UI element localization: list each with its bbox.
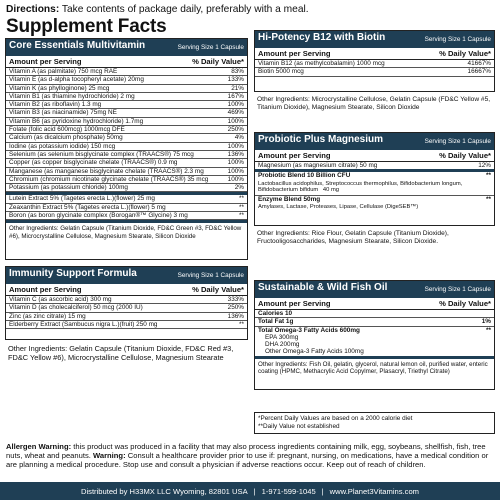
b12-amount-row: [255, 45, 494, 60]
nutrient-row: [6, 118, 247, 126]
b12-panel: [254, 30, 495, 92]
nutrient-name: Vitamin B6 (as pyridoxine hydrochloride) 1.7mg: [9, 117, 144, 125]
dv-header: % Daily Value*: [439, 49, 491, 58]
directions-text: Take contents of package daily, preferably with a meal.: [61, 4, 309, 15]
footer-website: www.Planet3Vitamins.com: [329, 486, 419, 496]
nutrient-dv: 100%: [227, 159, 244, 167]
nutrient-row: [6, 76, 247, 84]
nutrient-name: Lutein Extract 5% (Tagetes erecta L.)(flower) 25 mg: [9, 195, 155, 203]
nutrient-name: Folate (folic acid 600mcg) 1000mcg DFE: [9, 126, 125, 134]
enzyme-blend-dv: **: [486, 196, 491, 204]
nutrient-dv: 83%: [231, 68, 244, 75]
footer-distributor: Distributed by H33MX LLC Wyoming, 82801 USA: [80, 486, 248, 496]
nutrient-row: [6, 168, 247, 176]
b12-serving: Serving Size 1 Capsule: [424, 36, 491, 43]
nutrient-dv: **: [486, 326, 491, 334]
fishoil-serving: Serving Size 1 Capsule: [424, 286, 491, 293]
dv-note: *Percent Daily Values are based on a 2000 calorie diet: [258, 415, 413, 422]
fishoil-title: Sustainable & Wild Fish Oil: [258, 282, 388, 293]
fishoil-amount-row: [255, 295, 494, 310]
amount-header: Amount per Serving: [258, 299, 331, 308]
nutrient-row: [6, 176, 247, 184]
probiotic-header: [255, 133, 494, 147]
dv-note-2: **Daily Value not established: [258, 423, 340, 430]
magnesium-row: [255, 162, 494, 172]
warning-text: Consult a healthcare provider prior to use if: pregnant, nursing, on medications, have a medical condition or are planning a medical procedure. Stop use and consult a physician if adverse reactions occur. Keep out of reach of children.: [6, 451, 489, 470]
immunity-title: Immunity Support Formula: [9, 268, 137, 279]
nutrient-row: [6, 85, 247, 93]
nutrient-row: [6, 126, 247, 134]
probiotic-blend-amount: 40 mg: [322, 187, 340, 194]
page-title: Supplement Facts: [6, 16, 167, 37]
nutrient-name: Biotin 5000 mcg: [258, 68, 304, 76]
nutrient-name: Vitamin B3 (as niacinamide) 75mg NE: [9, 109, 117, 117]
dv-header: % Daily Value*: [192, 57, 244, 66]
immunity-header: [6, 267, 247, 281]
nutrient-dv: **: [239, 203, 244, 211]
allergen-text: this product was produced in a facility that may also process ingredients containing milk, egg, soybeans, shellfish, fish, tree nuts, wheat and peanuts.: [6, 442, 486, 461]
nutrient-row: [6, 304, 247, 312]
nutrient-name: Vitamin B2 (as riboflavin) 1.3 mg: [9, 101, 102, 109]
fishoil-panel: [254, 280, 495, 390]
nutrient-name: Total Fat 1g: [258, 318, 294, 326]
nutrient-dv: 100%: [227, 142, 244, 150]
nutrient-name: Potassium (as potassium chloride) 100mg: [9, 184, 128, 192]
probiotic-blend-row: [255, 172, 494, 179]
probiotic-serving: Serving Size 1 Capsule: [424, 138, 491, 145]
nutrient-dv: 136%: [227, 312, 244, 320]
enzyme-blend-row: [255, 195, 494, 203]
nutrient-dv: 21%: [231, 84, 244, 92]
nutrient-dv: **: [239, 212, 244, 220]
footer-separator: |: [253, 486, 256, 496]
enzyme-blend-name: Enzyme Blend 50mg: [258, 196, 321, 204]
amount-header: Amount per Serving: [258, 49, 331, 58]
nutrient-name: Boron (as boron glycinate complex (Borogan®™ Glycine) 3 mg: [9, 212, 188, 220]
nutrient-row: [6, 93, 247, 101]
multivitamin-amount-row: [6, 53, 247, 68]
dv-header: % Daily Value*: [439, 299, 491, 308]
nutrient-name: Total Omega-3 Fatty Acids 600mg: [258, 326, 360, 334]
nutrient-dv: 2%: [234, 184, 244, 192]
directions-label: Directions:: [6, 4, 60, 15]
dv-footnotes: [254, 412, 495, 434]
nutrient-dv: **: [239, 320, 244, 328]
probiotic-amount-row: [255, 147, 494, 162]
nutrient-name: Copper (as copper bisglycinate chelate (TRAACS®) 0.9 mg: [9, 159, 178, 167]
nutrient-dv: 12%: [478, 162, 491, 169]
nutrient-name: Calcium (as dicalcium phosphate) 50mg: [9, 134, 123, 142]
nutrient-name: Zeaxanthin Extract 5% (Tagetes erecta L.)(flower) 5 mg: [9, 203, 166, 211]
nutrient-dv: 167%: [227, 92, 244, 100]
total-fat-row: [255, 318, 494, 326]
nutrient-row: [6, 159, 247, 167]
nutrient-name: Vitamin D (as cholecalciferol) 50 mcg (2000 IU): [9, 304, 143, 312]
nutrient-name: Zinc (as zinc citrate) 15 mg: [9, 312, 86, 320]
nutrient-dv: 250%: [227, 126, 244, 134]
nutrient-dv: **: [239, 195, 244, 203]
nutrient-name: Magnesium (as magnesium citrate) 50 mg: [258, 162, 378, 169]
nutrient-row: [6, 195, 247, 203]
warning-label: Warning:: [92, 451, 126, 461]
nutrient-row: [6, 204, 247, 212]
nutrient-dv: 100%: [227, 101, 244, 109]
nutrient-row: [6, 109, 247, 117]
allergen-label: Allergen Warning:: [6, 442, 72, 451]
nutrient-dv: 1%: [481, 318, 491, 326]
nutrient-row: [6, 321, 247, 329]
nutrient-name: Vitamin K (as phylloginone) 25 mcg: [9, 84, 110, 92]
nutrient-name: Vitamin E (as d-alpha tocopheryl acetate) 20mg: [9, 76, 144, 84]
nutrient-name: Vitamin B12 (as methylcobalamin) 1000 mcg: [258, 60, 385, 67]
nutrient-row: [6, 212, 247, 220]
nutrient-row: [6, 151, 247, 159]
nutrient-dv: 250%: [227, 304, 244, 312]
omega3-sub-row: [255, 341, 494, 348]
multivitamin-other-ingredients: Other Ingredients: Gelatin Capsule (Titanium Dioxide, FD&C Green #3, FD&C Yellow #6), Microcrystalline Cellulose, Magnesium Stearate, Silicon Dioxide: [6, 220, 247, 242]
probiotic-blend-dv: **: [486, 172, 491, 180]
amount-header: Amount per Serving: [258, 151, 331, 160]
multivitamin-rows: [6, 68, 247, 192]
nutrient-name: Manganese (as manganese bisglycinate chelate (TRAACS®) 2.3 mg: [9, 167, 204, 175]
omega3-sub-item: Other Omega-3 Fatty Acids 100mg: [265, 348, 364, 356]
nutrient-row: [6, 143, 247, 151]
omega3-sub-item: DHA 200mg: [265, 341, 300, 349]
probiotic-panel: [254, 132, 495, 226]
amount-header: Amount per Serving: [9, 57, 82, 66]
omega3-sub-item: EPA 300mg: [265, 333, 299, 341]
nutrient-dv: 136%: [227, 150, 244, 158]
immunity-other-ingredients: Other Ingredients: Gelatin Capsule (Titanium Dioxide, FD&C Red #3, FD&C Yellow #6), Microcrystalline Cellulose, Magnesium Stearate: [8, 344, 234, 362]
immunity-serving: Serving Size 1 Capsule: [177, 272, 244, 279]
nutrient-name: Iodine (as potassium iodide) 150 mcg: [9, 142, 116, 150]
nutrient-dv: 133%: [227, 76, 244, 84]
immunity-rows: [6, 296, 247, 329]
probiotic-other-ingredients: Other Ingredients: Rice Flour, Gelatin Capsule (Titanium Dioxide), Fructooligosaccharides, Magnesium Stearate, Silicon Dioxide.: [257, 230, 449, 245]
nutrient-dv: 333%: [227, 296, 244, 303]
nutrient-name: Selenium (as selenium bisglycinate complex (TRAACS®) 75 mcg: [9, 150, 194, 158]
nutrient-dv: 100%: [227, 167, 244, 175]
probiotic-blend-items: [255, 180, 494, 196]
b12-header: [255, 31, 494, 45]
b12-rows: [255, 60, 494, 77]
fishoil-other-ingredients: Other Ingredients: Fish Oil, gelatin, glycerol, natural lemon oil, purified water, enteric coating (HPMC, Methacrylic Acid Copylmer, Plasacryl, Triethyl Citrate): [258, 360, 488, 376]
dv-header: % Daily Value*: [439, 151, 491, 160]
nutrient-row: [255, 68, 494, 76]
fishoil-header: [255, 281, 494, 295]
nutrient-name: Vitamin A (as palmitate) 750 mcg RAE: [9, 68, 118, 75]
probiotic-blend-name: Probiotic Blend 10 Billion CFU: [258, 172, 351, 180]
nutrient-dv: 100%: [227, 175, 244, 183]
nutrient-dv: 4%: [234, 134, 244, 142]
calories-row: [255, 310, 494, 318]
multivitamin-panel: [5, 38, 248, 260]
nutrient-name: Vitamin B1 (as thiamine hydrochloride) 2 mg: [9, 92, 135, 100]
omega3-sub-row: [255, 348, 494, 358]
multivitamin-extra-rows: [6, 192, 247, 220]
nutrient-row: [6, 184, 247, 192]
dv-header: % Daily Value*: [192, 285, 244, 294]
nutrient-name: Chromium (chromium nicotinate glycinate chelate (TRAACS®) 35 mcg: [9, 175, 209, 183]
multivitamin-serving: Serving Size 1 Capsule: [177, 44, 244, 51]
nutrient-row: [6, 313, 247, 321]
b12-other-ingredients: Other Ingredients: Microcrystalline Cellulose, Gelatin Capsule (FD&C Yellow #5, Titanium Dioxide), Magnesium Stearate, Silicon Dioxide: [257, 96, 491, 111]
b12-title: Hi-Potency B12 with Biotin: [258, 32, 386, 43]
nutrient-row: [6, 68, 247, 76]
nutrient-name: Elderberry Extract (Sambucus nigra L.)(fruit) 250 mg: [9, 320, 158, 328]
directions: [6, 4, 496, 16]
footer-phone: 1-971-599-1045: [261, 486, 316, 496]
nutrient-dv: 16667%: [467, 68, 491, 76]
nutrient-row: [6, 134, 247, 142]
nutrient-dv: 41667%: [467, 60, 491, 67]
omega3-sub-row: [255, 334, 494, 341]
nutrient-name: Vitamin C (as ascorbic acid) 300 mg: [9, 296, 112, 303]
nutrient-dv: 100%: [227, 117, 244, 125]
omega3-row: [255, 327, 494, 334]
footer-bar: [0, 482, 500, 500]
amount-header: Amount per Serving: [9, 285, 82, 294]
multivitamin-header: [6, 39, 247, 53]
probiotic-title: Probiotic Plus Magnesium: [258, 134, 384, 145]
probiotic-blend-list: Lactobacillus acidophilus, Streptococcus thermophilus, Bifidobacterium longum, Bifidobacterium bifidum: [258, 180, 463, 194]
nutrient-row: [6, 101, 247, 109]
multivitamin-title: Core Essentials Multivitamin: [9, 40, 146, 51]
enzyme-blend-items: Amylases, Lactase, Proteases, Lipase, Cellulase (DigeSEB™): [258, 204, 419, 211]
nutrient-row: [255, 60, 494, 68]
immunity-amount-row: [6, 281, 247, 296]
allergen-warning: [6, 442, 496, 470]
nutrient-dv: 469%: [227, 109, 244, 117]
footer-separator: |: [321, 486, 324, 496]
nutrient-row: [6, 296, 247, 304]
immunity-panel: [5, 266, 248, 340]
calories: Calories 10: [258, 310, 293, 317]
